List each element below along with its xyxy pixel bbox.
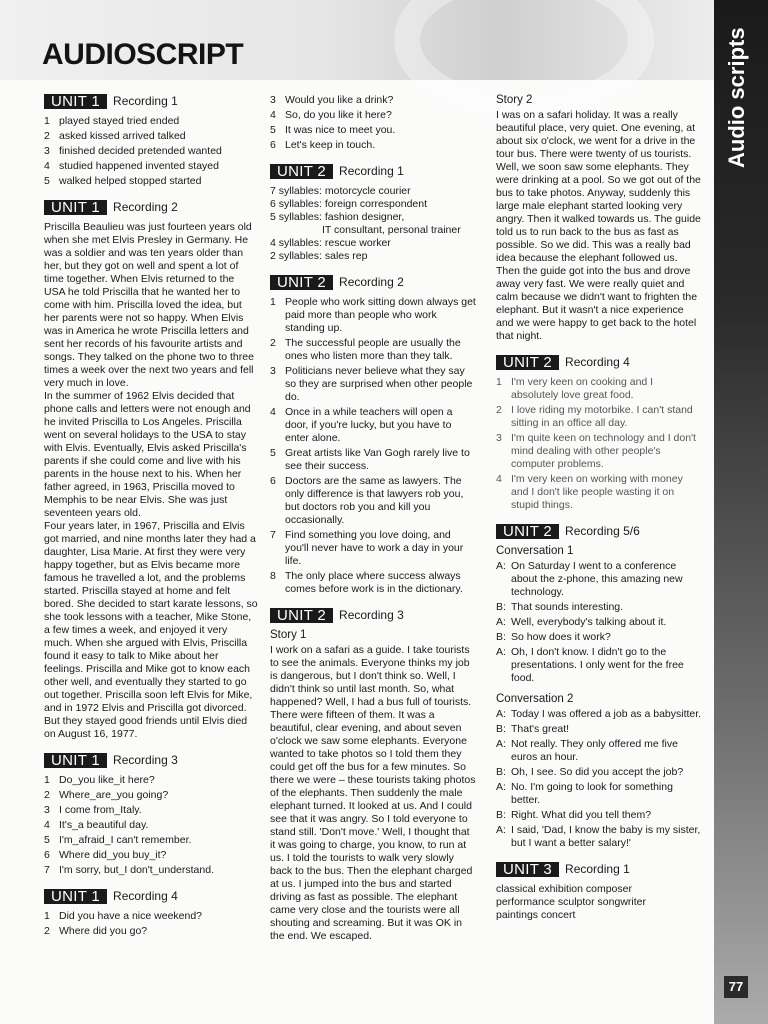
list-item: 2 Where_are_you going?	[44, 789, 169, 801]
column-1	[44, 94, 258, 940]
sentence-list	[44, 910, 258, 938]
conversation-title: Conversation 1	[496, 545, 574, 557]
paragraph: In the summer of 1962 Elvis decided that phone calls and letters were not enough and he invited Priscilla to Los Angeles. Priscilla went on several holidays to the USA to stay with Elvis. Eventually, Elvis asked Priscilla's parents if she could come and live with his parents in the house next to his. When her father agreed, in 1963, Priscilla moved to Memphis to be near Elvis. She was just seventeen years old.	[44, 390, 251, 519]
list-item: 1 Did you have a nice weekend?	[44, 910, 203, 922]
list-item: 5 Great artists like Van Gogh rarely live to see their success.	[270, 447, 470, 472]
page-title: AUDIOSCRIPT	[42, 38, 244, 71]
syllable-line: 4 syllables: rescue worker	[270, 237, 391, 249]
dialogue-line: B: Right. What did you tell them?	[496, 809, 652, 821]
list-item: 4 So, do you like it here?	[270, 109, 392, 121]
list-item: 3 I'm quite keen on technology and I don't mind dealing with other people's computer problems.	[496, 432, 696, 470]
syllable-line: 5 syllables: fashion designer,	[270, 211, 405, 223]
dialogue	[496, 708, 702, 850]
quote-list	[270, 296, 476, 596]
story-title: Story 2	[496, 94, 533, 106]
recording-label: Recording 5/6	[565, 524, 640, 538]
dialogue-line: A: Oh, I don't know. I didn't go to the presentations. I only went for the free food.	[496, 646, 684, 684]
recording-label: Recording 2	[339, 275, 404, 289]
syllable-line: 2 syllables: sales rep	[270, 250, 368, 262]
conversation-title: Conversation 2	[496, 693, 574, 705]
unit-badge: UNIT 2	[496, 355, 559, 370]
list-item: 4 Once in a while teachers will open a door, if you're lucky, but you have to enter alone.	[270, 406, 453, 444]
list-item: 1 I'm very keen on cooking and I absolutely love great food.	[496, 376, 654, 401]
list-item: 2 The successful people are usually the ones who listen more than they talk.	[270, 337, 461, 362]
list-item: 4 It's_a beautiful day.	[44, 819, 149, 831]
unit-badge: UNIT 2	[270, 608, 333, 623]
list-item: 3 Would you like a drink?	[270, 94, 394, 106]
dialogue-line: A: Today I was offered a job as a babysitter.	[496, 708, 702, 720]
syllable-line: 6 syllables: foreign correspondent	[270, 198, 428, 210]
list-item: 2 I love riding my motorbike. I can't stand sitting in an office all day.	[496, 404, 693, 429]
paragraph: I work on a safari as a guide. I take tourists to see the animals. Everyone thinks my job is dangerous, but I don't think so. Well, I didn't think so until last month. So, what happened? Well, I had a bus full of tourists. There were fifteen of them. It was a beautiful, clear evening, and about seven o'clock we saw some elephants. Everyone wanted to take photos so I told them they could get off the bus for a few minutes. So there we were – these tourists taking photos of the elephants. Then suddenly the male elephant turned. It looked at us. And I could see that it was angry. So I told everyone to stand still. 'Don't move.' Well, I thought that it was going to charge, you know, to run at us. I told the tourists to walk very slowly back to the bus. Then the elephant charged at us. I jumped into the bus and started driving as fast as possible. The elephant came very close and the tourists were all shouting and screaming. But it was OK in the end. We escaped.	[270, 644, 476, 942]
page-number: 77	[724, 976, 748, 998]
list-item: 3 Politicians never believe what they say so they are surprised when other people do.	[270, 365, 473, 403]
unit-badge: UNIT 1	[44, 94, 107, 109]
dialogue	[496, 560, 702, 685]
paragraph: I was on a safari holiday. It was a really beautiful place, very quiet. One evening, at about six o'clock, we went for a drive in the tour bus. There were twenty of us tourists. Well, we soon saw some elephants. They were drinking at a pool. So we got out of the bus to take photos. Anyway, suddenly this large male elephant started looking very angry. Then it walked towards us. The guide told us to run back to the bus as fast as possible. So we did. This was a really bad idea because the elephant followed us. Then the guide got into the bus and drove away very fast. We were really quiet and calm because we didn't want to frighten the elephant. But it wasn't a nice experience and we were happy to get back to the hotel that night.	[496, 109, 701, 342]
list-item: 5 I'm_afraid_I can't remember.	[44, 834, 192, 846]
dialogue-line: A: Not really. They only offered me five euros an hour.	[496, 738, 678, 763]
section-heading	[270, 164, 476, 179]
list-item: 3 finished decided pretended wanted	[44, 145, 222, 157]
section-heading	[496, 355, 702, 370]
unit-badge: UNIT 1	[44, 889, 107, 904]
syllable-line: 7 syllables: motorcycle courier	[270, 185, 411, 197]
word-line: classical exhibition composer	[496, 883, 632, 895]
list-item: 7 I'm sorry, but_I don't_understand.	[44, 864, 214, 876]
section-heading	[44, 94, 258, 109]
section-heading	[496, 862, 702, 877]
syllable-line: IT consultant, personal trainer	[322, 224, 461, 236]
recording-label: Recording 3	[339, 608, 404, 622]
column-3	[496, 94, 702, 922]
section-heading	[44, 753, 258, 768]
dialogue-line: B: That sounds interesting.	[496, 601, 624, 613]
recording-label: Recording 3	[113, 753, 178, 767]
list-item: 2 Where did you go?	[44, 925, 148, 937]
dialogue-line: A: No. I'm going to look for something better.	[496, 781, 673, 806]
paragraph: Four years later, in 1967, Priscilla and Elvis got married, and nine months later they had a daughter, Lisa Marie. At first they were very happy together, but as Elvis became more famous he travelled a lot, and the problems started. Priscilla stayed at home and felt bored. She decided to start karate lessons, so she took lessons with a teacher, Mike Stone, a few times a week, and enjoyed it very much. When she argued with Elvis, Priscilla found it easy to talk to Mike about her feelings. Priscilla and Mike got to know each other well, and eventually they started to go out together. Priscilla soon left Elvis for Mike, and in 1972 Elvis and Priscilla got divorced. But they stayed good friends until Elvis died on August 16, 1977.	[44, 520, 258, 740]
section-heading	[496, 524, 702, 539]
list-item: 6 Doctors are the same as lawyers. The only difference is that lawyers rob you, but doctors rob you and kill you occasionally.	[270, 475, 464, 526]
list-item: 5 walked helped stopped started	[44, 175, 202, 187]
word-line: paintings concert	[496, 909, 576, 921]
recording-label: Recording 4	[113, 889, 178, 903]
recording-label: Recording 1	[339, 164, 404, 178]
list-item: 6 Where did_you buy_it?	[44, 849, 167, 861]
unit-badge: UNIT 2	[270, 164, 333, 179]
sentence-list	[44, 774, 258, 877]
unit-badge: UNIT 1	[44, 200, 107, 215]
list-item: 2 asked kissed arrived talked	[44, 130, 186, 142]
column-2	[270, 94, 476, 943]
list-item: 1 Do_you like_it here?	[44, 774, 155, 786]
dialogue-line: B: That's great!	[496, 723, 570, 735]
list-item: 4 I'm very keen on working with money and I don't like people wasting it on stupid things.	[496, 473, 683, 511]
unit-badge: UNIT 2	[496, 524, 559, 539]
list-item: 5 It was nice to meet you.	[270, 124, 396, 136]
section-heading	[44, 200, 258, 215]
section-heading	[44, 889, 258, 904]
list-item: 4 studied happened invented stayed	[44, 160, 219, 172]
dialogue-line: A: I said, 'Dad, I know the baby is my sister, but I want a better salary!'	[496, 824, 701, 849]
recording-label: Recording 4	[565, 355, 630, 369]
unit-badge: UNIT 1	[44, 753, 107, 768]
list-item: 1 played stayed tried ended	[44, 115, 180, 127]
unit-badge: UNIT 2	[270, 275, 333, 290]
word-list	[44, 115, 258, 188]
story-title: Story 1	[270, 629, 307, 641]
sentence-list	[496, 376, 702, 512]
list-item: 8 The only place where success always comes before work is in the dictionary.	[270, 570, 463, 595]
list-item: 3 I come from_Italy.	[44, 804, 142, 816]
recording-label: Recording 1	[565, 862, 630, 876]
unit-badge: UNIT 3	[496, 862, 559, 877]
recording-label: Recording 1	[113, 94, 178, 108]
section-heading	[270, 608, 476, 623]
dialogue-line: B: So how does it work?	[496, 631, 611, 643]
recording-label: Recording 2	[113, 200, 178, 214]
dialogue-line: B: Oh, I see. So did you accept the job?	[496, 766, 684, 778]
dialogue-line: A: On Saturday I went to a conference about the z-phone, this amazing new technology.	[496, 560, 683, 598]
sentence-list	[270, 94, 476, 152]
dialogue-line: A: Well, everybody's talking about it.	[496, 616, 667, 628]
list-item: 6 Let's keep in touch.	[270, 139, 376, 151]
list-item: 7 Find something you love doing, and you'll never have to work a day in your life.	[270, 529, 464, 567]
side-tab-label: Audio scripts	[724, 27, 749, 168]
section-heading	[270, 275, 476, 290]
paragraph: Priscilla Beaulieu was just fourteen years old when she met Elvis Presley in Germany. He was a soldier and was ten years older than her, but they got on well and spent a lot of time together. When Elvis returned to the USA he told Priscilla that he wanted her to come with him. Priscilla loved the idea, but her parents were not so happy. When Elvis was in America he wrote Priscilla letters and sent her records of his favourite artists and songs. They talked on the phone two to three times a week over the next two years and fell very much in love.	[44, 221, 254, 389]
list-item: 1 People who work sitting down always get paid more than people who work standing up.	[270, 296, 476, 334]
word-line: performance sculptor songwriter	[496, 896, 646, 908]
